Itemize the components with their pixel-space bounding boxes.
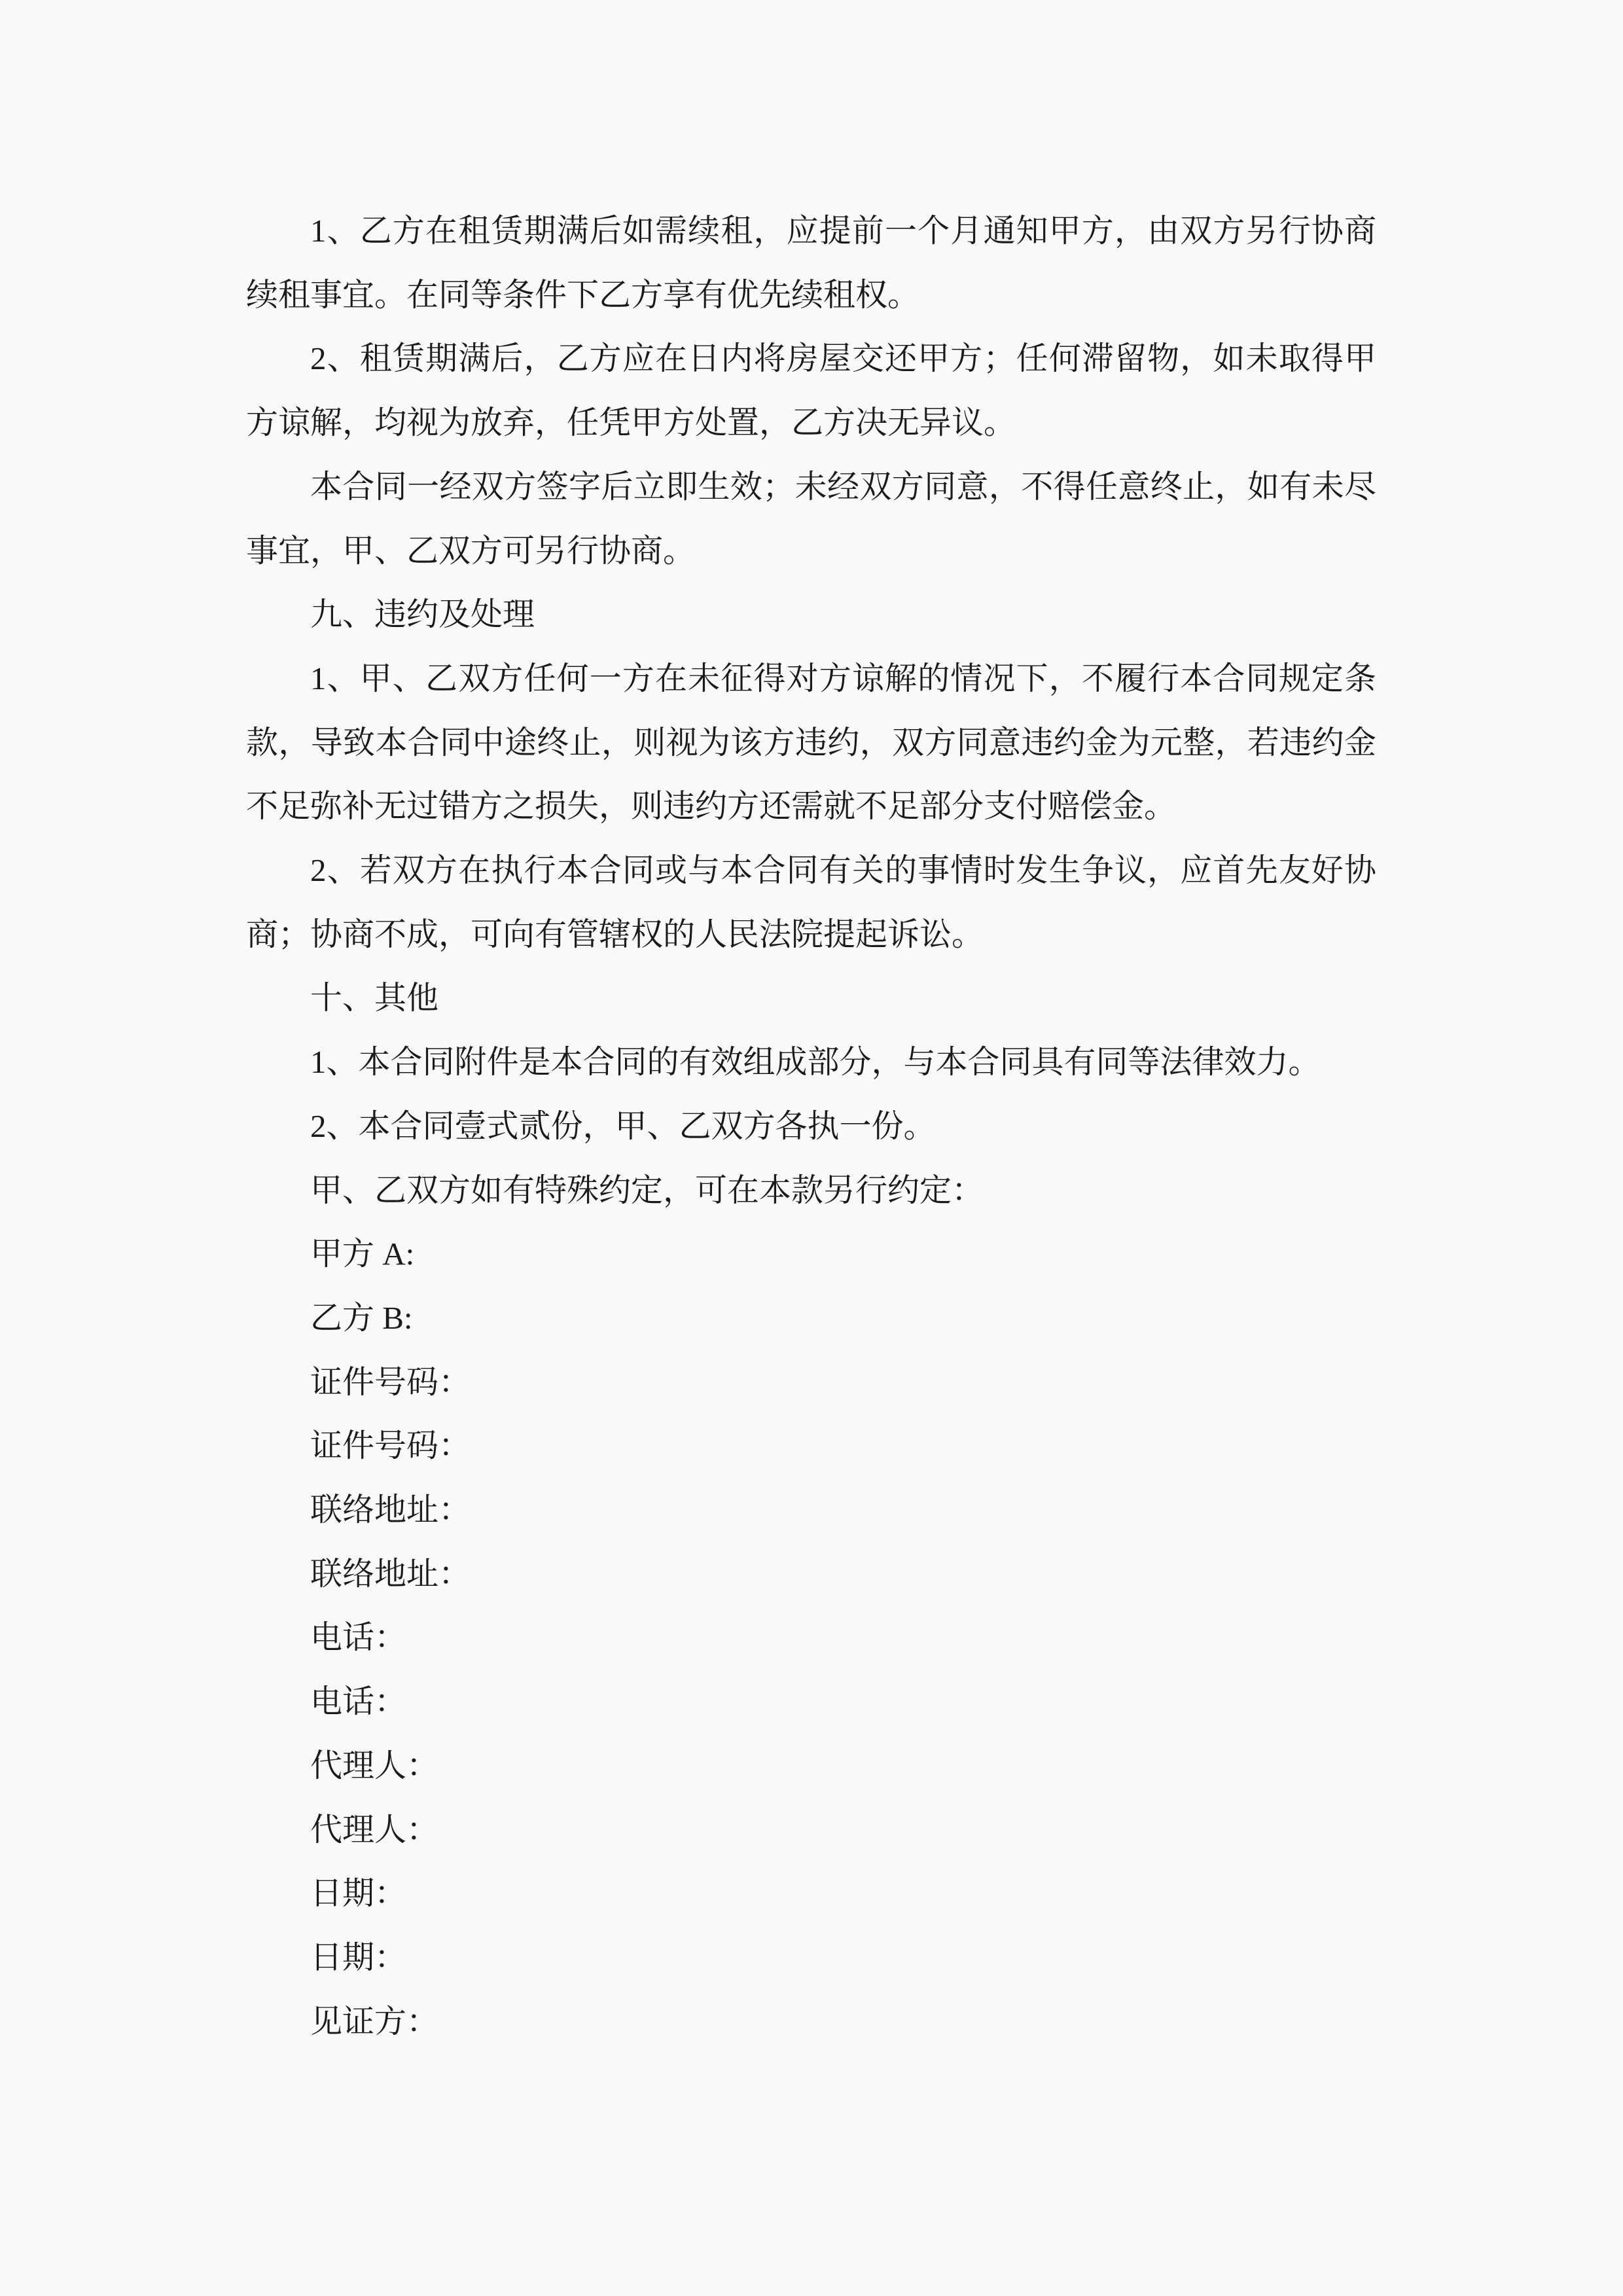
text-line: 方谅解，均视为放弃，任凭甲方处置，乙方决无异议。 bbox=[246, 404, 1016, 441]
text-line: 十、其他 bbox=[310, 980, 439, 1016]
text-line: 甲方 A: bbox=[310, 1236, 415, 1272]
text-line: 九、违约及处理 bbox=[310, 596, 535, 633]
text-line: 证件号码： bbox=[310, 1363, 471, 1400]
text-line: 电话： bbox=[310, 1683, 407, 1720]
text-line: 电话： bbox=[310, 1619, 407, 1656]
text-line: 续租事宜。在同等条件下乙方享有优先续租权。 bbox=[246, 276, 920, 313]
text-line: 代理人： bbox=[310, 1811, 439, 1848]
text-line: 代理人： bbox=[310, 1747, 439, 1784]
text-line: 乙方 B: bbox=[310, 1299, 413, 1336]
text-line: 不足弥补无过错方之损失，则违约方还需就不足部分支付赔偿金。 bbox=[246, 788, 1177, 825]
text-line: 1、甲、乙双方任何一方在未征得对方谅解的情况下，不履行本合同规定条 bbox=[310, 660, 1376, 696]
text-line: 款，导致本合同中途终止，则视为该方违约，双方同意违约金为元整，若违约金 bbox=[246, 724, 1376, 761]
text-line: 证件号码： bbox=[310, 1427, 471, 1464]
text-line: 见证方： bbox=[310, 2003, 439, 2039]
text-line: 联络地址： bbox=[310, 1555, 471, 1592]
text-line: 2、本合同壹式贰份，甲、乙双方各执一份。 bbox=[310, 1107, 936, 1144]
text-line: 事宜，甲、乙双方可另行协商。 bbox=[246, 532, 696, 569]
text-line: 日期： bbox=[310, 1875, 407, 1912]
text-line: 2、若双方在执行本合同或与本合同有关的事情时发生争议，应首先友好协 bbox=[310, 852, 1376, 889]
text-line: 1、乙方在租赁期满后如需续租，应提前一个月通知甲方，由双方另行协商 bbox=[310, 213, 1376, 249]
text-line: 2、租赁期满后，乙方应在日内将房屋交还甲方；任何滞留物，如未取得甲 bbox=[310, 340, 1376, 377]
text-line: 本合同一经双方签字后立即生效；未经双方同意，不得任意终止，如有未尽 bbox=[310, 468, 1376, 505]
text-line: 商；协商不成，可向有管辖权的人民法院提起诉讼。 bbox=[246, 916, 984, 952]
text-line: 日期： bbox=[310, 1939, 407, 1975]
text-line: 1、本合同附件是本合同的有效组成部分，与本合同具有同等法律效力。 bbox=[310, 1044, 1321, 1081]
text-line: 甲、乙双方如有特殊约定，可在本款另行约定： bbox=[310, 1172, 984, 1208]
text-line: 联络地址： bbox=[310, 1492, 471, 1528]
